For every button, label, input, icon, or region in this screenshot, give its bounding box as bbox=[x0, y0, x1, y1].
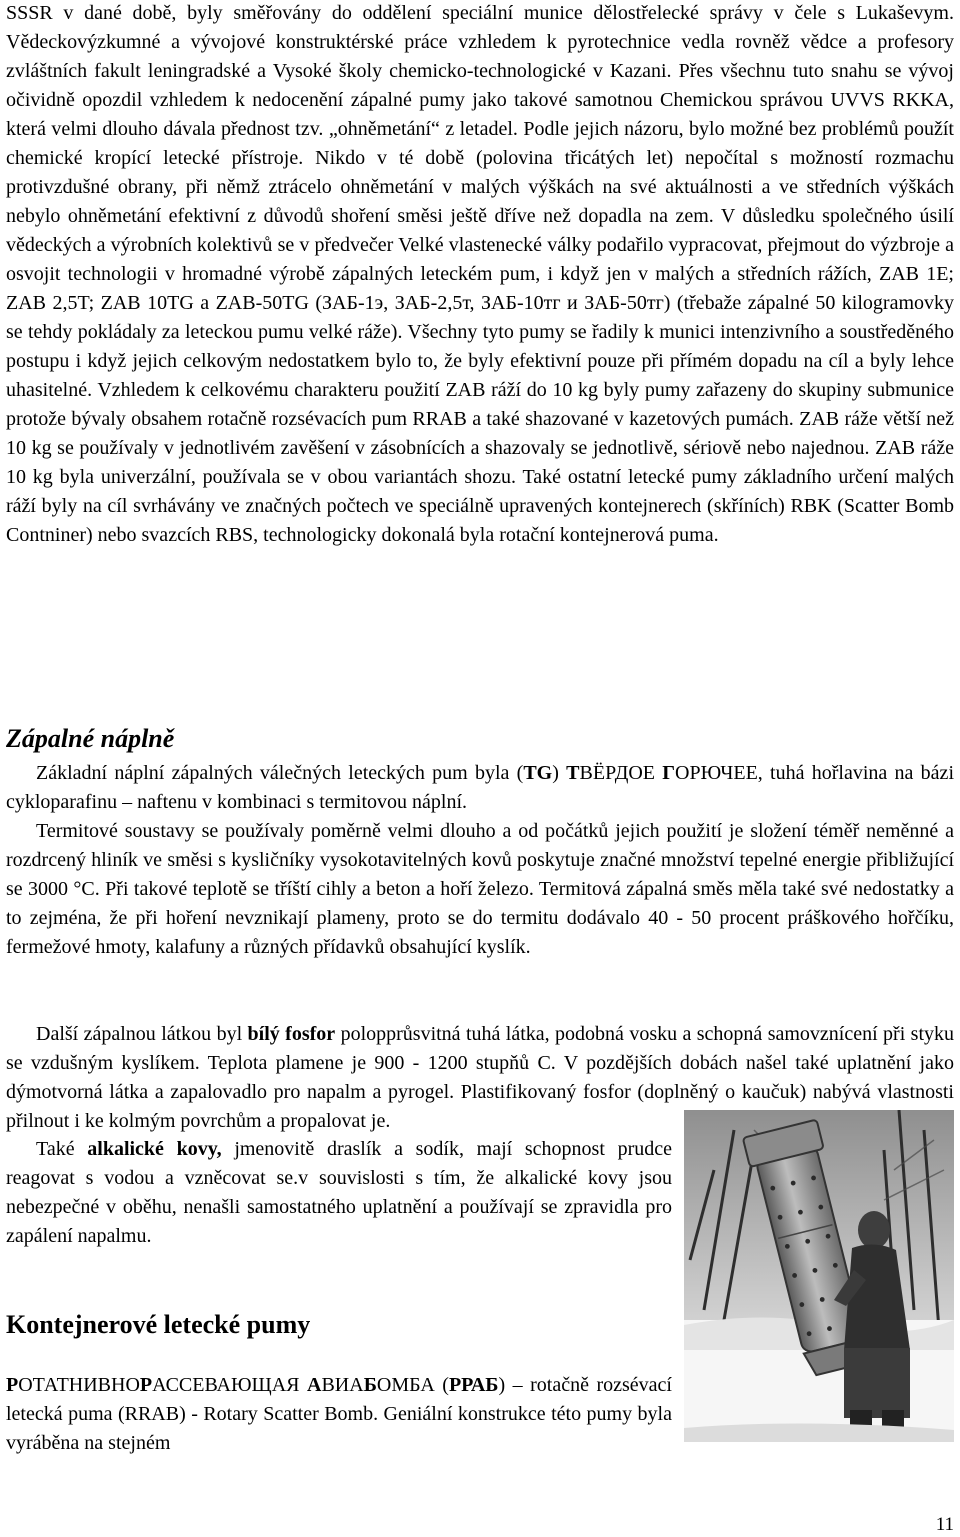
paragraph-termit: Termitové soustavy se používaly poměrně velmi dlouho a od počátků jejich použití je složení téměř neměnné a rozdrcený hliník ve směsi s kysličníky vysokotavitelných kovů poskytuje značné množství tepelné energie přibližující se 3000 °C. Při takové teplotě se tříští cihly a beton a hoří železo. Termitová zápalná směs měla také své nedostatky a to zejména, že při hoření nevznikají plameny, proto se do termitu dodávalo 40 - 50 procent práškového hořčíku, fermežové hmoty, kalafuny a různých přídavků obsahující kyslík. bbox=[6, 820, 954, 958]
rrab-text-g: Б bbox=[363, 1374, 377, 1396]
rrab-text-i: РРАБ bbox=[448, 1374, 499, 1396]
tg-text-d: T bbox=[566, 762, 580, 784]
alkal-text-a: Také bbox=[36, 1138, 88, 1160]
rrab-text-j: ) – rotačně rozsévací letecká puma (RRAB) - Rotary Scatter Bomb. Geniální konstrukce této pumy byla vyráběna na stejném bbox=[6, 1374, 672, 1454]
rrab-text-h: ОМБА ( bbox=[376, 1374, 449, 1396]
section-heading-zapalne-naplne: Zápalné náplně bbox=[6, 724, 175, 753]
rrab-text-b: ОТАТНИВНО bbox=[18, 1374, 140, 1396]
tg-text-b: TG bbox=[523, 762, 553, 784]
tg-text-a: Základní náplní zápalných válečných leteckých pum byla ( bbox=[36, 762, 524, 784]
fosfor-text-b: bílý fosfor bbox=[247, 1023, 336, 1045]
alkal-text-b: alkalické kovy, bbox=[87, 1138, 222, 1160]
rrab-text-f: ВИА bbox=[321, 1374, 364, 1396]
fosfor-text-c: polopprůsvitná tuhá látka, podobná vosku a schopná samovznícení při styku se vzdušným kyslíkem. Teplota plamene je 900 - 1200 stupňů C. V pozdějších dobách našel také uplatnění jako dýmotvorná látka a zapalovadlo pro napalm a pyrogel. Plastifikovaný fosfor (doplněný o kaučuk) nabývá vlastnosti přilnout i ke kolmým povrchům a propalovat je. bbox=[6, 1023, 955, 1132]
page-number: 11 bbox=[935, 1514, 954, 1535]
paragraph-tg bbox=[6, 759, 954, 817]
tg-text-e: ВЁРДОЕ bbox=[579, 762, 663, 784]
rrab-text-e: А bbox=[307, 1374, 322, 1396]
alkal-text-c: jmenovitě draslík a sodík, mají schopnost prudce reagovat s vodou a vzněcovat se.v souvislosti s tím, že alkalické kovy jsou nebezpečné v oběhu, nenašli samostatného uplatnění a používají se zpravidla pro zapálení napalmu. bbox=[6, 1138, 672, 1247]
paragraph-rrab bbox=[6, 1371, 672, 1458]
rrab-text-c: Р bbox=[139, 1374, 153, 1396]
rrab-text-d: АССЕВАЮЩАЯ bbox=[152, 1374, 307, 1396]
tg-text-g: ОРЮЧЕЕ, tuhá hořlavina na bázi cykloparafinu – naftenu v kombinaci s termitovou náplní. bbox=[6, 762, 954, 813]
bomb-photo bbox=[684, 1110, 954, 1442]
fosfor-text-a: Další zápalnou látkou byl bbox=[36, 1023, 248, 1045]
rrab-text-a: Р bbox=[6, 1374, 19, 1396]
section-heading-kontejnerove-pumy: Kontejnerové letecké pumy bbox=[6, 1310, 311, 1339]
tg-text-f: Г bbox=[662, 762, 675, 784]
paragraph-intro: SSSR v dané době, byly směřovány do oddělení speciální munice dělostřelecké správy v čele s Lukaševym. Vědeckovýzkumné a vývojové konstruktérské práce vzhledem k pyrotechnice vedla rovněž vědce a profesory zvláštních fakult leningradské a Vysoké školy chemicko-technologické v Kazani. Přes všechnu tuto snahu se vývoj očividně opozdil vzhledem k nedocenění zápalné pumy jako takové samotnou Chemickou správou UVVS RKKA, která velmi dlouho dávala přednost tzv. „ohněmetání“ z letadel. Podle jejich názoru, bylo možné bez problémů použít chemické kropící letecké přístroje. Nikdo v té době (polovina třicátých let) nepočítal s možností rozmachu protivzdušné obrany, při němž ztrácelo ohněmetání v malých výškách na své aktuálnosti a ve středních výškách nebylo ohněmetání efektivní z důvodů shoření směsi ještě dříve než dopadla na zem. V důsledku společného úsilí vědeckých a výrobních kolektivů se v předvečer Velké vlastenecké války podařilo vypracovat, přejmout do výzbroje a osvojit technologii v hromadné výrobě zápalných leteckém pum, i když jen v malých a středních rážích, ZAB 1E; ZAB 2,5T; ZAB 10TG a ZAB-50TG (ЗАБ-1э, ЗАБ-2,5т, ЗАБ-10тг и ЗАБ-50тг) (třebaže zápalné 50 kilogramovky se tehdy pokládaly za leteckou pumu velké ráže). Všechny tyto pumy se řadily k munici intenzivního a soustředěného postupu i když jejich celkovým nedostatkem bylo to, že byly efektivní pouze při přímém dopadu na cíl a byly lehce uhasitelné. Vzhledem k celkovému charakteru použití ZAB ráží do 10 kg byly pumy zařazeny do skupiny submunice protože bývaly obsahem rotačně rozsévacích pum RRAB a také shazované v kazetových pumách. ZAB ráže větší než 10 kg se používaly v jednotlivém zavěšení v zásobnících a shazovaly se jednotlivě, sériově nebo najednou. ZAB ráže 10 kg byla univerzální, používala se v obou variantách shozu. Také ostatní letecké pumy základního určení malých ráží byly na cíl svrhávány ve značných počtech ve speciálně upravených kontejnerech (skříních) RBK (Scatter Bomb Contniner) nebo svazcích RBS, technologicky dokonalá byla rotační kontejnerová puma. bbox=[6, 2, 954, 546]
paragraph-alkalicke-kovy bbox=[6, 1135, 672, 1251]
tg-text-c: ) bbox=[552, 762, 567, 784]
